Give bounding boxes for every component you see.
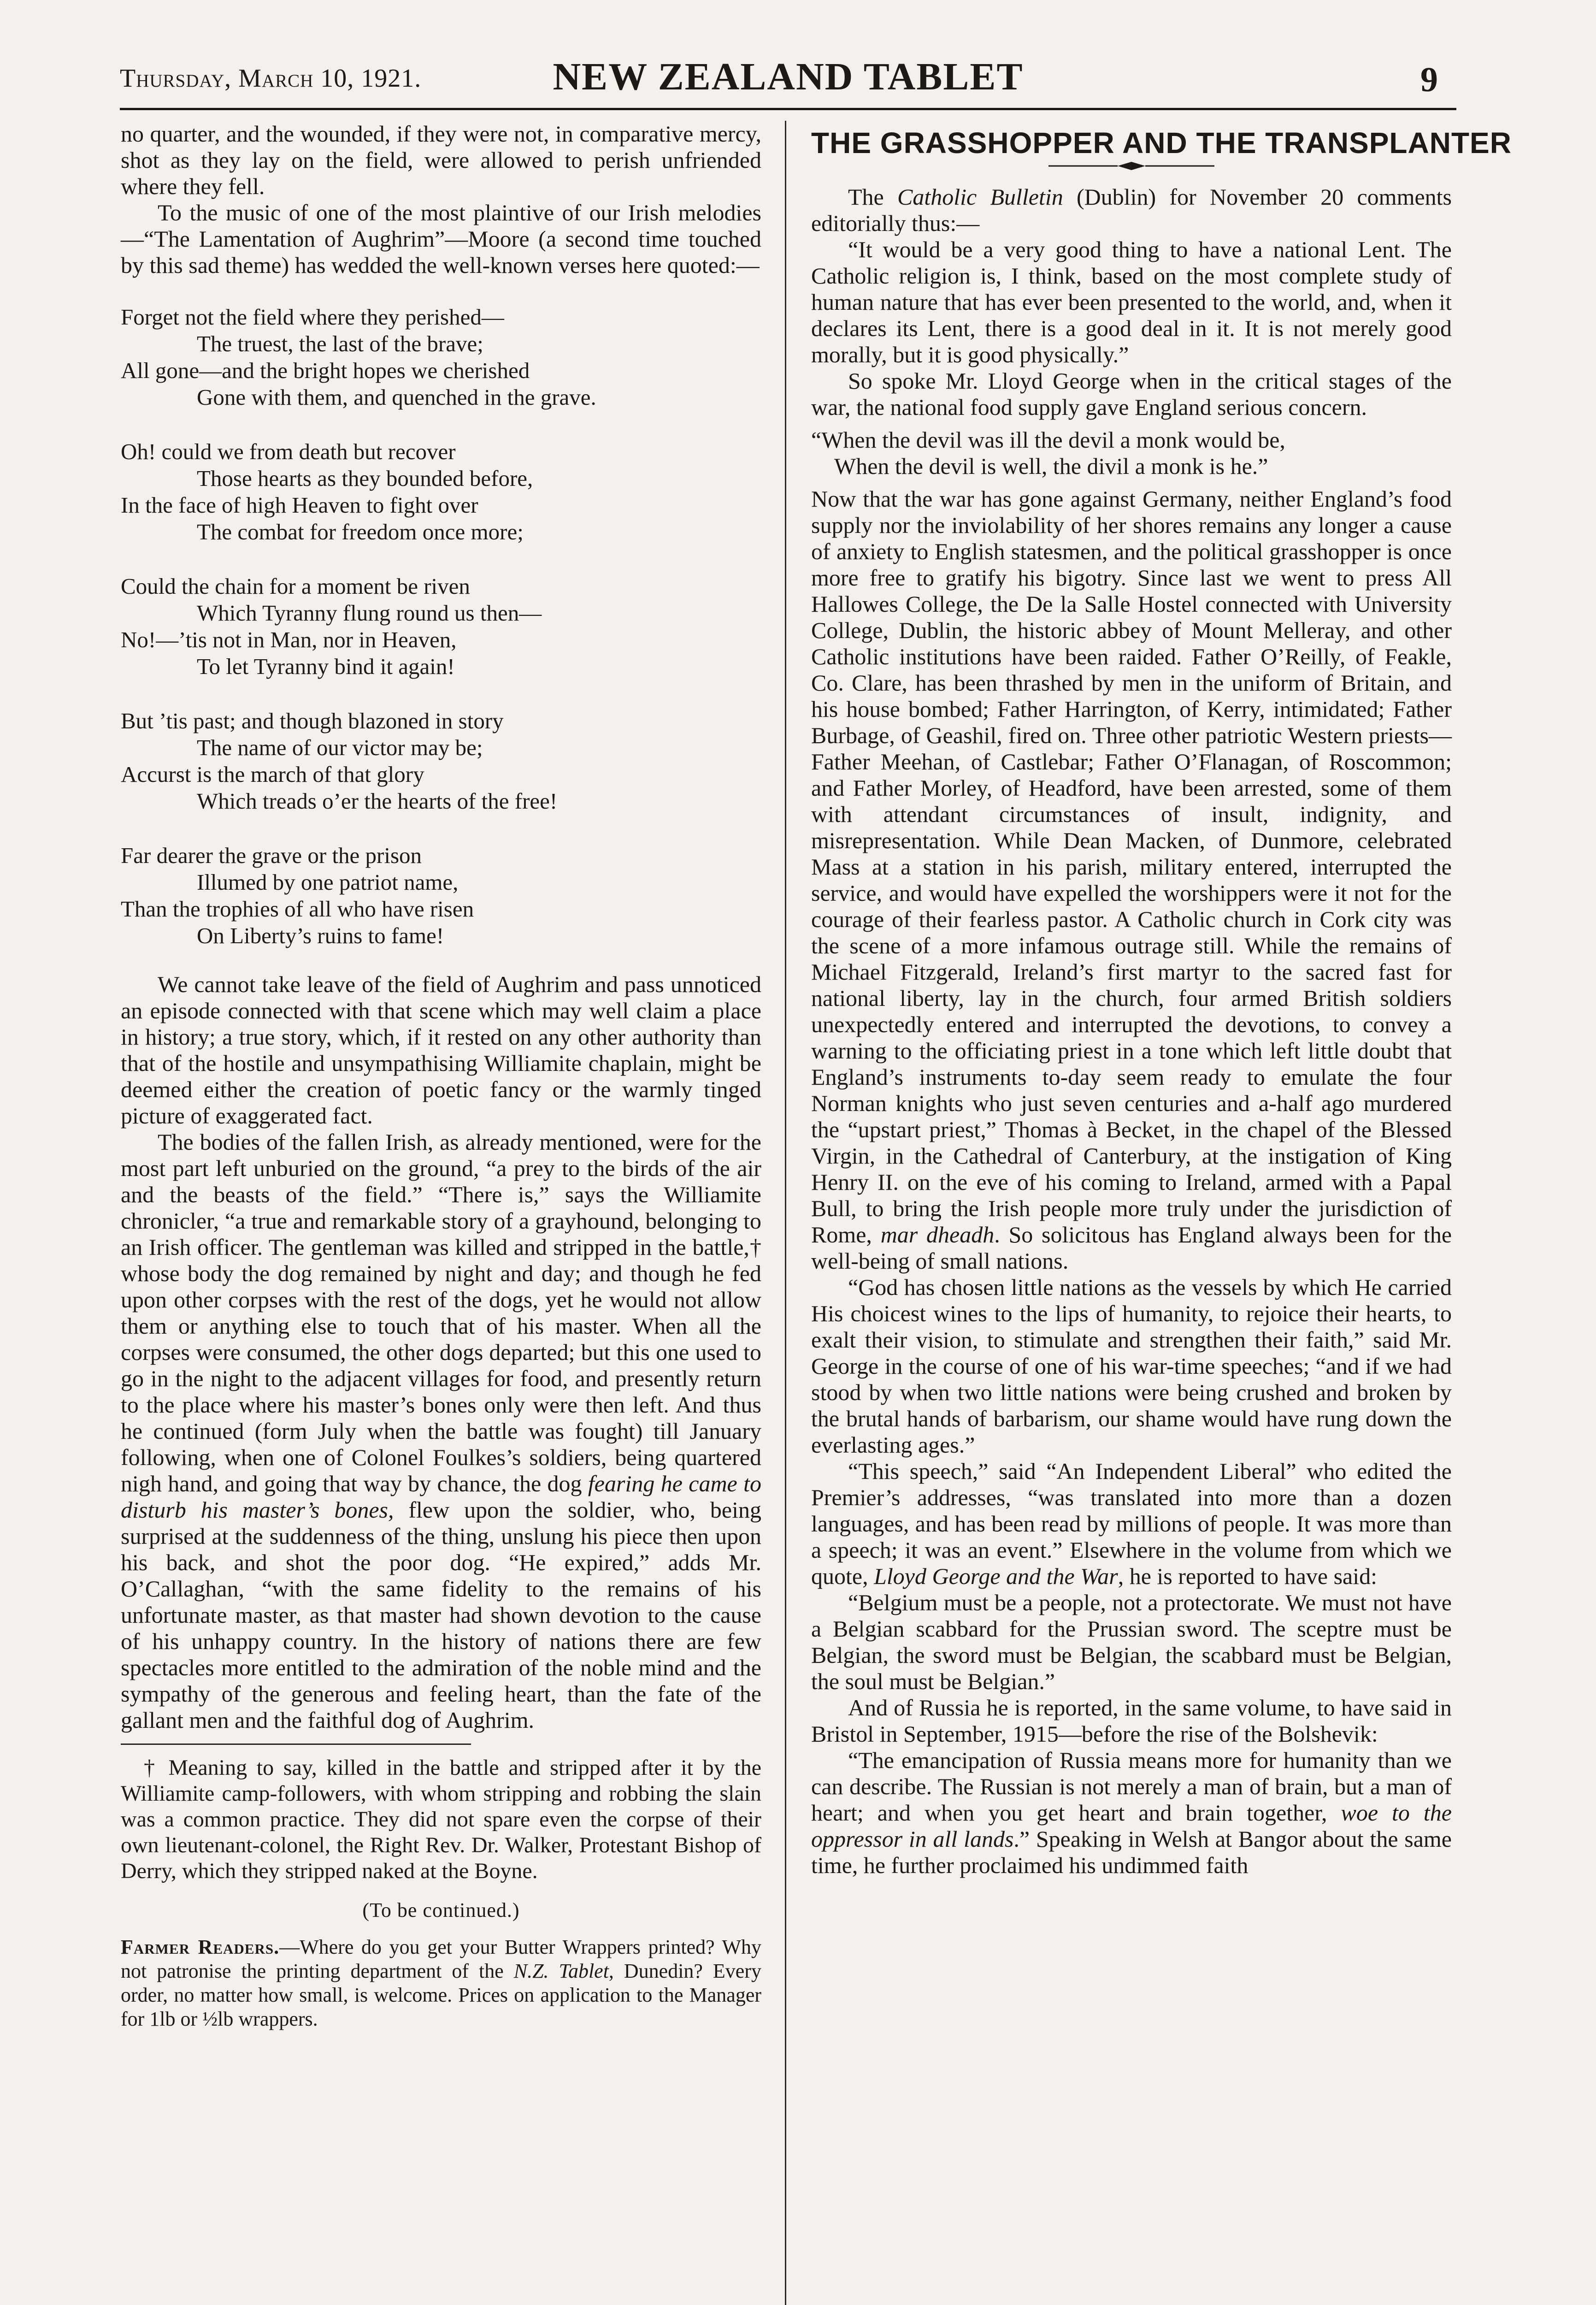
poem-line: Could the chain for a moment be riven xyxy=(121,573,470,599)
poem-line: The name of our victor may be; xyxy=(197,735,483,760)
farmer-readers-notice xyxy=(121,1935,761,2031)
masthead-rule xyxy=(120,108,1456,110)
poem-line: All gone—and the bright hopes we cherished xyxy=(121,358,530,383)
text-run: Now that the war has gone against Germany, neither England’s food supply nor the inviolability of her shores remains any longer a cause of anxiety to English statesmen, and the political grasshopper is once more free to gratify his bigotry. Since last we went to press All Hallowes College, the De la Salle Hostel connected with University College, Dublin, the historic abbey of Mount Melleray, and other Catholic institutions have been raided. Father O’Reilly, of Feakle, Co. Clare, has been thrashed by men in the uniform of Britain, and his house bombed; Father Harrington, of Kerry, intimidated; Father Burbage, of Geashil, fired on. Three other patriotic Western priests—Father Meehan, of Castlebar; Father O’Flanagan, of Roscommon; and Father Morley, of Headford, have been arrested, some of them with attendant circumstances of insult, indignity, and misrepresentation. While Dean Macken, of Dunmore, celebrated Mass at a station in his parish, military entered, interrupted the service, and would have expelled the worshippers were it not for the courage of their fearless pastor. A Catholic church in Cork city was the scene of a more infamous outrage still. While the remains of Michael Fitzgerald, Ireland’s first martyr to the sacred fast for national liberty, lay in the church, four armed British soldiers unexpectedly entered and interrupted the devotions, to convey a warning to the officiating priest in a tone which left little doubt that England’s instruments to-day seem ready to emulate the four Norman knights who just seven centuries and a-half ago murdered the “upstart priest,” Thomas à Becket, in the chapel of the Blessed Virgin, in the Cathedral of Canterbury, at the instigation of King Henry II. on the eve of his coming to Ireland, armed with a Papal Bull, to bring the Irish people more truly under the jurisdiction of Rome, xyxy=(811,486,1452,1247)
to-be-continued: (To be continued.) xyxy=(362,1899,520,1921)
poem-line: On Liberty’s ruins to fame! xyxy=(197,923,444,948)
poem-line: Those hearts as they bounded before, xyxy=(197,466,533,491)
poem-line: Illumed by one patriot name, xyxy=(197,869,459,895)
paragraph xyxy=(811,486,1452,1274)
paragraph: We cannot take leave of the field of Aughrim and pass unnoticed an episode connected with that scene which may well claim a place in history; a true story, which, if it rested on any other authority than that of the hostile and unsympathising Williamite chaplain, might be deemed either the creation of poetic fancy or the warmly tinged picture of exaggerated fact. xyxy=(121,971,761,1129)
paragraph: “God has chosen little nations as the vessels by which He carried His choicest wines to the lips of humanity, to rejoice their hearts, to exalt their vision, to stimulate and strengthen their faith,” said Mr. George in the course of one of his war-time speeches; “and if we had stood by when two little nations were being crushed and broken by the brutal hands of barbarism, our shame would have rung down the everlasting ages.” xyxy=(811,1274,1452,1458)
poem-stanza xyxy=(121,573,761,680)
text-run: .” Speaking in Welsh at Bangor about the same time, he further proclaimed his undimmed faith xyxy=(811,1826,1452,1878)
poem-line: No!—’tis not in Man, nor in Heaven, xyxy=(121,627,457,652)
poem-line: Accurst is the march of that glory xyxy=(121,762,424,787)
footnote-rule xyxy=(121,1744,471,1745)
paragraph xyxy=(811,184,1452,236)
right-column xyxy=(811,121,1512,1879)
couplet-line: When the devil is well, the divil a monk is he.” xyxy=(834,453,1268,479)
poem-line: Oh! could we from death but recover xyxy=(121,439,456,464)
notice-heading: Farmer Readers. xyxy=(121,1936,280,1958)
poem-stanza xyxy=(121,438,761,545)
text-run: “The emancipation of Russia means more for humanity than we can describe. The Russian is not merely a man of brain, but a man of heart; and when you get heart and brain together, xyxy=(811,1747,1452,1826)
page-number: 9 xyxy=(1420,60,1438,99)
poem-line: Which treads o’er the hearts of the free! xyxy=(197,788,558,814)
text-run: , he is reported to have said: xyxy=(1118,1563,1378,1589)
poem-line: Which Tyranny flung round us then— xyxy=(197,600,542,626)
text-run: “This speech,” said “An Independent Liberal” who edited the Premier’s addresses, “was translated into more than a dozen languages, and has been read by millions of people. It was more than a speech; it was an event.” Elsewhere in the volume from which we quote, xyxy=(811,1458,1452,1589)
paragraph-faithful-dog xyxy=(121,1129,761,1733)
publication-title: NEW ZEALAND TABLET xyxy=(553,55,1024,98)
poem-line: Forget not the field where they perished— xyxy=(121,304,504,330)
poem-line: The combat for freedom once more; xyxy=(197,519,524,544)
poem-line: Gone with them, and quenched in the grave. xyxy=(197,384,596,410)
poem-line: Far dearer the grave or the prison xyxy=(121,843,422,868)
text-run: (Dublin) for November 20 comments editorially thus:— xyxy=(811,184,1452,236)
poem-stanza xyxy=(121,304,761,411)
text-run: The xyxy=(848,184,897,210)
column-divider xyxy=(785,121,786,2305)
quoted-couplet xyxy=(811,427,1452,479)
paragraph xyxy=(811,1458,1452,1590)
title-ornament xyxy=(1048,161,1214,171)
poem-stanza xyxy=(121,708,761,815)
italic-run: mar dheadh xyxy=(880,1222,995,1247)
poem-stanza xyxy=(121,842,761,949)
footnote xyxy=(121,1755,761,1884)
italic-run: woe to the oppressor in all lands xyxy=(811,1800,1452,1852)
paragraph: And of Russia he is reported, in the same volume, to have said in Bristol in September, 1915—before the rise of the Bolshevik: xyxy=(811,1695,1452,1747)
text-run: . So solicitous has England always been for the well-being of small nations. xyxy=(811,1222,1452,1274)
paragraph xyxy=(811,1747,1452,1879)
italic-run: N.Z. Tablet xyxy=(513,1960,609,1982)
left-column xyxy=(121,121,761,2031)
text-run: The bodies of the fallen Irish, as already mentioned, were for the most part left unburied on the ground, “a prey to the birds of the air and the beasts of the field.” “There is,” says the Williamite chronicler, “a true and remarkable story of a grayhound, belonging to an Irish officer. The gentleman was killed and stripped in the battle,† whose body the dog remained by night and day; and though he fed upon other corpses with the rest of the dogs, yet he would not allow them or anything else to touch that of his master. When all the corpses were consumed, the other dogs departed; but this one used to go in the night to the adjacent villages for food, and presently return to the place where his master’s bones only were then left. And thus he continued (form July when the battle was fought) till January following, when one of Colonel Foulkes’s soldiers, being quartered nigh hand, and going that way by chance, the dog xyxy=(121,1129,761,1496)
poem-line: In the face of high Heaven to fight over xyxy=(121,492,478,518)
italic-run: Lloyd George and the War xyxy=(874,1563,1118,1589)
poem-line: To let Tyranny bind it again! xyxy=(197,654,455,679)
footnote-text: † Meaning to say, killed in the battle and stripped after it by the Williamite camp-followers, with whom stripping and robbing the slain was a common practice. They did not spare even the corpse of their own lieutenant-colonel, the Right Rev. Dr. Walker, Protestant Bishop of Derry, which they stripped naked at the Boyne. xyxy=(121,1755,761,1883)
paragraph: So spoke Mr. Lloyd George when in the critical stages of the war, the national food supply gave England serious concern. xyxy=(811,368,1452,420)
paragraph: “Belgium must be a people, not a protectorate. We must not have a Belgian scabbard for the Prussian sword. The sceptre must be Belgian, the sword must be Belgian, the scabbard must be Belgian, the soul must be Belgian.” xyxy=(811,1590,1452,1694)
text-run: —Where do you get your Butter Wrappers printed? Why not patronise the printing department of the xyxy=(121,1936,761,1982)
poem-line: Than the trophies of all who have risen xyxy=(121,896,474,922)
poem-line: The truest, the last of the brave; xyxy=(197,331,483,356)
couplet-line: “When the devil was ill the devil a monk would be, xyxy=(811,427,1285,453)
article-title: THE GRASSHOPPER AND THE TRANSPLANTER xyxy=(811,126,1512,160)
issue-date: Thursday, March 10, 1921. xyxy=(120,64,422,93)
italic-run: Catholic Bulletin xyxy=(897,184,1063,210)
italic-run: fearing he came to disturb his master’s bones, xyxy=(121,1471,761,1523)
text-run: flew upon the soldier, who, being surprised at the suddenness of the thing, unslung his piece then upon his back, and shot the poor dog. “He expired,” adds Mr. O’Callaghan, “with the same fidelity to the remains of his unfortunate master, as that master had shown devotion to the cause of his unhappy country. In the history of nations there are few spectacles more entitled to the admiration of the noble mind and the sympathy of the generous and feeling heart, than the fate of the gallant men and the faithful dog of Aughrim. xyxy=(121,1497,761,1733)
paragraph: no quarter, and the wounded, if they were not, in comparative mercy, shot as they lay on the field, were allowed to perish unfriended where they fell. xyxy=(121,121,761,199)
masthead xyxy=(120,54,1456,110)
paragraph: “It would be a very good thing to have a national Lent. The Catholic religion is, I think, based on the most complete study of human nature that has ever been presented to the world, and, when it declares its Lent, there is a good deal in it. It is not merely good morally, but it is good physically.” xyxy=(811,236,1452,367)
poem-line: But ’tis past; and though blazoned in story xyxy=(121,708,504,733)
paragraph: To the music of one of the most plaintive of our Irish melodies—“The Lamentation of Aughrim”—Moore (a second time touched by this sad theme) has wedded the well-known verses here quoted:— xyxy=(121,200,761,278)
text-run: , Dunedin? Every order, no matter how small, is welcome. Prices on application to the Manager for 1lb or ½lb wrappers. xyxy=(121,1960,761,2030)
poem-lamentation-of-aughrim xyxy=(121,304,761,949)
